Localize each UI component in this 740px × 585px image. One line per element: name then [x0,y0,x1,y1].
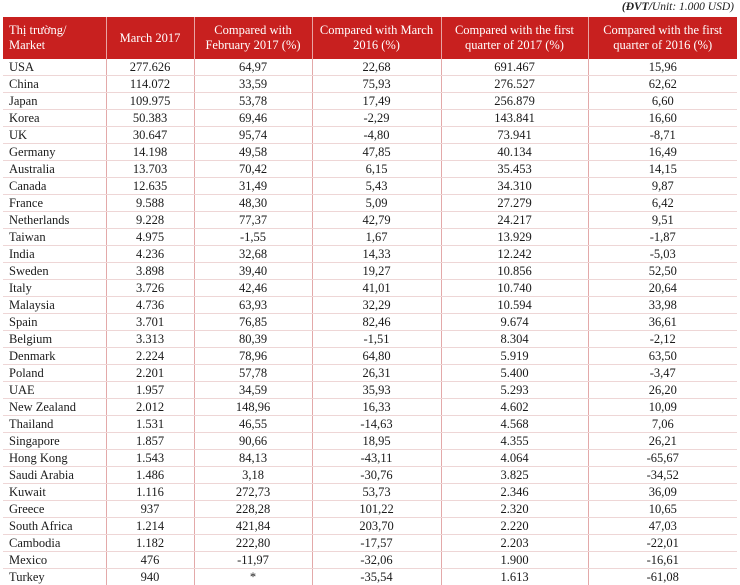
cell-vs-feb-2017: 33,59 [194,76,312,93]
header-line: Compared with March [320,23,433,37]
cell-market: Belgium [3,331,106,348]
cell-q1-2017: 27.279 [441,195,588,212]
cell-vs-feb-2017: * [194,569,312,585]
cell-march-2017: 13.703 [106,161,194,178]
header-line: quarter of 2016 (%) [613,38,712,52]
cell-vs-feb-2017: 69,46 [194,110,312,127]
header-market [3,17,106,59]
cell-q1-2017: 2.320 [441,501,588,518]
table-row [3,399,737,416]
cell-q1-2017: 5.400 [441,365,588,382]
cell-vs-feb-2017: 46,55 [194,416,312,433]
table-row [3,195,737,212]
cell-vs-march-2016: 35,93 [312,382,441,399]
cell-vs-q1-2016: -16,61 [588,552,737,569]
cell-market: Australia [3,161,106,178]
cell-market: Cambodia [3,535,106,552]
cell-market: China [3,76,106,93]
cell-vs-feb-2017: -11,97 [194,552,312,569]
cell-vs-feb-2017: 95,74 [194,127,312,144]
cell-q1-2017: 2.220 [441,518,588,535]
cell-vs-march-2016: 41,01 [312,280,441,297]
cell-q1-2017: 4.355 [441,433,588,450]
cell-vs-q1-2016: 10,09 [588,399,737,416]
cell-march-2017: 1.857 [106,433,194,450]
cell-vs-feb-2017: 77,37 [194,212,312,229]
cell-march-2017: 14.198 [106,144,194,161]
header-line: Compared with the first [455,23,574,37]
cell-q1-2017: 73.941 [441,127,588,144]
cell-vs-feb-2017: -1,55 [194,229,312,246]
cell-vs-march-2016: 6,15 [312,161,441,178]
cell-vs-march-2016: -14,63 [312,416,441,433]
cell-market: France [3,195,106,212]
cell-vs-feb-2017: 34,59 [194,382,312,399]
cell-market: USA [3,59,106,76]
cell-march-2017: 4.236 [106,246,194,263]
cell-vs-q1-2016: -61,08 [588,569,737,585]
cell-vs-q1-2016: 33,98 [588,297,737,314]
table-row [3,297,737,314]
table-body [3,59,737,585]
cell-vs-feb-2017: 84,13 [194,450,312,467]
cell-march-2017: 277.626 [106,59,194,76]
cell-vs-q1-2016: 16,60 [588,110,737,127]
header-line: March 2017 [120,31,181,45]
cell-vs-march-2016: 5,09 [312,195,441,212]
cell-market: South Africa [3,518,106,535]
table-row [3,552,737,569]
cell-q1-2017: 10.740 [441,280,588,297]
header-vs-q1-2016 [588,17,737,59]
cell-vs-feb-2017: 148,96 [194,399,312,416]
cell-march-2017: 3.898 [106,263,194,280]
cell-market: India [3,246,106,263]
cell-vs-q1-2016: 10,65 [588,501,737,518]
cell-market: Kuwait [3,484,106,501]
cell-vs-q1-2016: 20,64 [588,280,737,297]
cell-market: Italy [3,280,106,297]
cell-vs-march-2016: 19,27 [312,263,441,280]
cell-vs-march-2016: 17,49 [312,93,441,110]
cell-vs-march-2016: 18,95 [312,433,441,450]
cell-q1-2017: 3.825 [441,467,588,484]
cell-vs-q1-2016: 15,96 [588,59,737,76]
cell-market: New Zealand [3,399,106,416]
table-row [3,229,737,246]
table-row [3,59,737,76]
header-vs-feb-2017 [194,17,312,59]
unit-note [622,1,734,13]
cell-vs-march-2016: 42,79 [312,212,441,229]
cell-q1-2017: 34.310 [441,178,588,195]
cell-market: Mexico [3,552,106,569]
table-row [3,246,737,263]
cell-vs-feb-2017: 39,40 [194,263,312,280]
cell-vs-q1-2016: -8,71 [588,127,737,144]
cell-vs-march-2016: -32,06 [312,552,441,569]
cell-market: Canada [3,178,106,195]
cell-q1-2017: 40.134 [441,144,588,161]
cell-vs-q1-2016: 52,50 [588,263,737,280]
unit-note-suffix: ) [730,1,734,13]
cell-vs-q1-2016: -1,87 [588,229,737,246]
table-row [3,569,737,585]
table-row [3,263,737,280]
cell-vs-feb-2017: 78,96 [194,348,312,365]
cell-q1-2017: 8.304 [441,331,588,348]
cell-march-2017: 50.383 [106,110,194,127]
cell-q1-2017: 4.568 [441,416,588,433]
cell-march-2017: 1.543 [106,450,194,467]
cell-vs-march-2016: 203,70 [312,518,441,535]
cell-vs-march-2016: 53,73 [312,484,441,501]
cell-q1-2017: 1.613 [441,569,588,585]
cell-market: Taiwan [3,229,106,246]
cell-vs-march-2016: -35,54 [312,569,441,585]
cell-vs-feb-2017: 76,85 [194,314,312,331]
cell-march-2017: 1.214 [106,518,194,535]
table-row [3,348,737,365]
cell-march-2017: 109.975 [106,93,194,110]
cell-vs-feb-2017: 48,30 [194,195,312,212]
cell-march-2017: 3.313 [106,331,194,348]
header-line: Compared with the first [603,23,722,37]
cell-market: Denmark [3,348,106,365]
cell-vs-feb-2017: 42,46 [194,280,312,297]
table-header [3,17,737,59]
cell-q1-2017: 12.242 [441,246,588,263]
cell-vs-q1-2016: 36,61 [588,314,737,331]
cell-vs-march-2016: 82,46 [312,314,441,331]
cell-march-2017: 940 [106,569,194,585]
table-row [3,484,737,501]
cell-vs-q1-2016: 9,87 [588,178,737,195]
cell-vs-march-2016: 32,29 [312,297,441,314]
cell-q1-2017: 5.919 [441,348,588,365]
cell-q1-2017: 1.900 [441,552,588,569]
cell-vs-q1-2016: 7,06 [588,416,737,433]
cell-q1-2017: 10.594 [441,297,588,314]
table-row [3,93,737,110]
table-row [3,144,737,161]
cell-q1-2017: 691.467 [441,59,588,76]
header-line: Market [9,38,45,52]
cell-q1-2017: 35.453 [441,161,588,178]
cell-vs-march-2016: -2,29 [312,110,441,127]
cell-vs-march-2016: -43,11 [312,450,441,467]
cell-march-2017: 3.701 [106,314,194,331]
cell-vs-march-2016: 47,85 [312,144,441,161]
cell-march-2017: 4.736 [106,297,194,314]
cell-march-2017: 12.635 [106,178,194,195]
cell-q1-2017: 5.293 [441,382,588,399]
cell-market: UAE [3,382,106,399]
cell-q1-2017: 13.929 [441,229,588,246]
table-row [3,110,737,127]
cell-q1-2017: 4.602 [441,399,588,416]
header-q1-2017 [441,17,588,59]
cell-market: Netherlands [3,212,106,229]
cell-march-2017: 2.201 [106,365,194,382]
cell-market: Japan [3,93,106,110]
cell-vs-feb-2017: 53,78 [194,93,312,110]
header-line: quarter of 2017 (%) [465,38,564,52]
cell-market: Sweden [3,263,106,280]
cell-vs-q1-2016: 9,51 [588,212,737,229]
cell-vs-march-2016: -4,80 [312,127,441,144]
cell-vs-feb-2017: 64,97 [194,59,312,76]
table-row [3,416,737,433]
cell-vs-q1-2016: -5,03 [588,246,737,263]
cell-vs-feb-2017: 272,73 [194,484,312,501]
cell-vs-q1-2016: 14,15 [588,161,737,178]
cell-market: Korea [3,110,106,127]
table-row [3,76,737,93]
cell-q1-2017: 2.346 [441,484,588,501]
cell-vs-q1-2016: 26,21 [588,433,737,450]
cell-q1-2017: 276.527 [441,76,588,93]
cell-march-2017: 2.224 [106,348,194,365]
cell-vs-feb-2017: 421,84 [194,518,312,535]
cell-march-2017: 9.588 [106,195,194,212]
cell-march-2017: 4.975 [106,229,194,246]
cell-vs-q1-2016: 6,42 [588,195,737,212]
cell-vs-feb-2017: 31,49 [194,178,312,195]
cell-march-2017: 1.116 [106,484,194,501]
cell-vs-march-2016: 5,43 [312,178,441,195]
cell-vs-feb-2017: 70,42 [194,161,312,178]
cell-vs-q1-2016: -34,52 [588,467,737,484]
cell-vs-feb-2017: 32,68 [194,246,312,263]
header-row [3,17,737,59]
cell-vs-feb-2017: 63,93 [194,297,312,314]
cell-vs-feb-2017: 90,66 [194,433,312,450]
table-row [3,280,737,297]
cell-market: Saudi Arabia [3,467,106,484]
cell-march-2017: 114.072 [106,76,194,93]
unit-note-prefix: (ĐVT/ [622,1,652,13]
export-market-table [3,17,737,585]
cell-market: Poland [3,365,106,382]
cell-vs-march-2016: 16,33 [312,399,441,416]
cell-march-2017: 2.012 [106,399,194,416]
table-row [3,212,737,229]
cell-vs-q1-2016: 16,49 [588,144,737,161]
cell-vs-q1-2016: -65,67 [588,450,737,467]
cell-vs-march-2016: 64,80 [312,348,441,365]
table-row [3,535,737,552]
cell-vs-q1-2016: 36,09 [588,484,737,501]
cell-q1-2017: 256.879 [441,93,588,110]
table-row [3,127,737,144]
cell-vs-march-2016: 14,33 [312,246,441,263]
cell-vs-feb-2017: 222,80 [194,535,312,552]
cell-vs-q1-2016: 6,60 [588,93,737,110]
cell-vs-march-2016: -30,76 [312,467,441,484]
table-row [3,467,737,484]
cell-march-2017: 1.957 [106,382,194,399]
cell-market: Turkey [3,569,106,585]
cell-vs-q1-2016: -3,47 [588,365,737,382]
cell-vs-q1-2016: -2,12 [588,331,737,348]
cell-march-2017: 30.647 [106,127,194,144]
cell-vs-q1-2016: 62,62 [588,76,737,93]
cell-vs-feb-2017: 49,58 [194,144,312,161]
cell-march-2017: 9.228 [106,212,194,229]
header-line: February 2017 (%) [205,38,300,52]
header-line: Compared with [214,23,291,37]
table-row [3,433,737,450]
table-row [3,450,737,467]
table-row [3,365,737,382]
cell-vs-march-2016: 26,31 [312,365,441,382]
cell-vs-feb-2017: 57,78 [194,365,312,382]
cell-march-2017: 476 [106,552,194,569]
cell-market: Spain [3,314,106,331]
cell-market: Greece [3,501,106,518]
cell-march-2017: 1.182 [106,535,194,552]
cell-vs-q1-2016: 26,20 [588,382,737,399]
cell-march-2017: 1.531 [106,416,194,433]
cell-q1-2017: 9.674 [441,314,588,331]
cell-vs-march-2016: 1,67 [312,229,441,246]
cell-q1-2017: 4.064 [441,450,588,467]
cell-vs-march-2016: 101,22 [312,501,441,518]
cell-vs-feb-2017: 228,28 [194,501,312,518]
cell-market: Hong Kong [3,450,106,467]
cell-vs-q1-2016: 63,50 [588,348,737,365]
table-row [3,331,737,348]
cell-march-2017: 937 [106,501,194,518]
table-row [3,161,737,178]
cell-market: Thailand [3,416,106,433]
cell-vs-march-2016: 22,68 [312,59,441,76]
table-row [3,382,737,399]
cell-market: Singapore [3,433,106,450]
cell-market: Malaysia [3,297,106,314]
table-row [3,518,737,535]
cell-q1-2017: 10.856 [441,263,588,280]
cell-vs-feb-2017: 3,18 [194,467,312,484]
header-line: Thị trường/ [9,23,66,37]
header-line: 2016 (%) [353,38,400,52]
cell-market: UK [3,127,106,144]
cell-vs-march-2016: -17,57 [312,535,441,552]
cell-vs-q1-2016: 47,03 [588,518,737,535]
cell-q1-2017: 2.203 [441,535,588,552]
cell-market: Germany [3,144,106,161]
table-row [3,314,737,331]
cell-q1-2017: 143.841 [441,110,588,127]
cell-vs-q1-2016: -22,01 [588,535,737,552]
header-vs-march-2016 [312,17,441,59]
unit-note-unit: Unit: 1.000 USD [652,1,730,13]
table-row [3,178,737,195]
cell-q1-2017: 24.217 [441,212,588,229]
cell-march-2017: 3.726 [106,280,194,297]
cell-vs-feb-2017: 80,39 [194,331,312,348]
table-row [3,501,737,518]
header-march-2017 [106,17,194,59]
cell-march-2017: 1.486 [106,467,194,484]
cell-vs-march-2016: 75,93 [312,76,441,93]
cell-vs-march-2016: -1,51 [312,331,441,348]
